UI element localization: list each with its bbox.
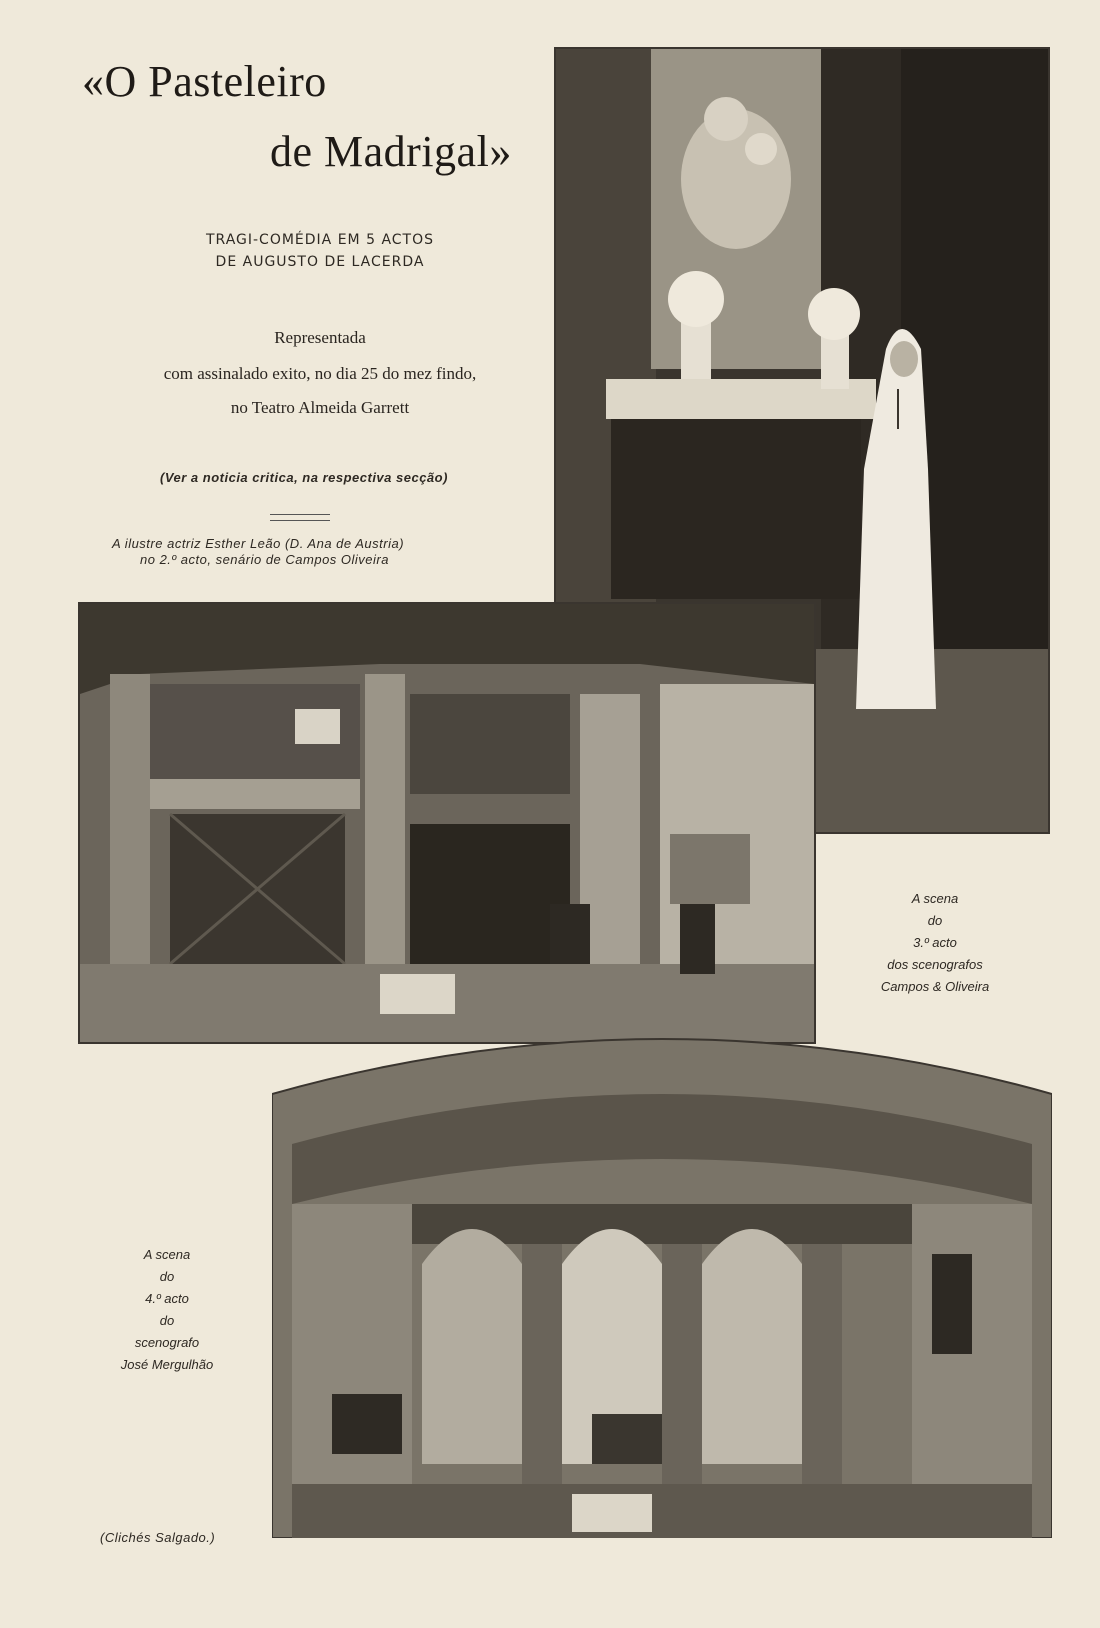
critic-note: (Ver a noticia critica, na respectiva secção) <box>160 470 448 485</box>
photo-credit: (Clichés Salgado.) <box>100 1530 216 1545</box>
photo-act4-scene <box>272 1024 1052 1538</box>
photo2-caption-line: do <box>927 913 943 928</box>
photo2-caption-line: Campos & Oliveira <box>880 979 990 994</box>
page-title-line-1: «O Pasteleiro <box>82 57 327 106</box>
photo-act3-scene <box>78 602 816 1044</box>
representation-line-3: no Teatro Almeida Garrett <box>230 398 410 417</box>
divider-rule <box>270 514 330 521</box>
photo1-caption-line-1: A ilustre actriz Esther Leão (D. Ana de Austria) <box>112 536 405 551</box>
photo2-caption-line: 3.º acto <box>913 935 957 950</box>
photo-act4-scene-illustration <box>272 1024 1052 1538</box>
representation-line-1: Representada <box>274 328 366 347</box>
photo3-caption <box>92 1244 242 1376</box>
photo1-caption-line-2: no 2.º acto, senário de Campos Oliveira <box>140 552 389 567</box>
photo-act3-scene-illustration <box>80 604 814 1042</box>
photo2-caption-line: dos scenografos <box>887 957 983 972</box>
page-title-line-2: de Madrigal» <box>270 127 512 176</box>
photo2-caption <box>860 888 1010 998</box>
photo3-caption-line: 4.º acto <box>145 1291 189 1306</box>
representation-line-2: com assinalado exito, no dia 25 do mez findo, <box>163 364 477 383</box>
photo3-caption-line: José Mergulhão <box>120 1357 214 1372</box>
subtitle-author: DE AUGUSTO DE LACERDA <box>215 254 425 270</box>
photo2-caption-line: A scena <box>911 891 959 906</box>
photo3-caption-line: do <box>159 1313 175 1328</box>
subtitle-genre: TRAGI-COMÉDIA EM 5 ACTOS <box>205 232 435 248</box>
photo3-caption-line: do <box>159 1269 175 1284</box>
photo3-caption-line: A scena <box>143 1247 191 1262</box>
photo3-caption-line: scenografo <box>134 1335 200 1350</box>
